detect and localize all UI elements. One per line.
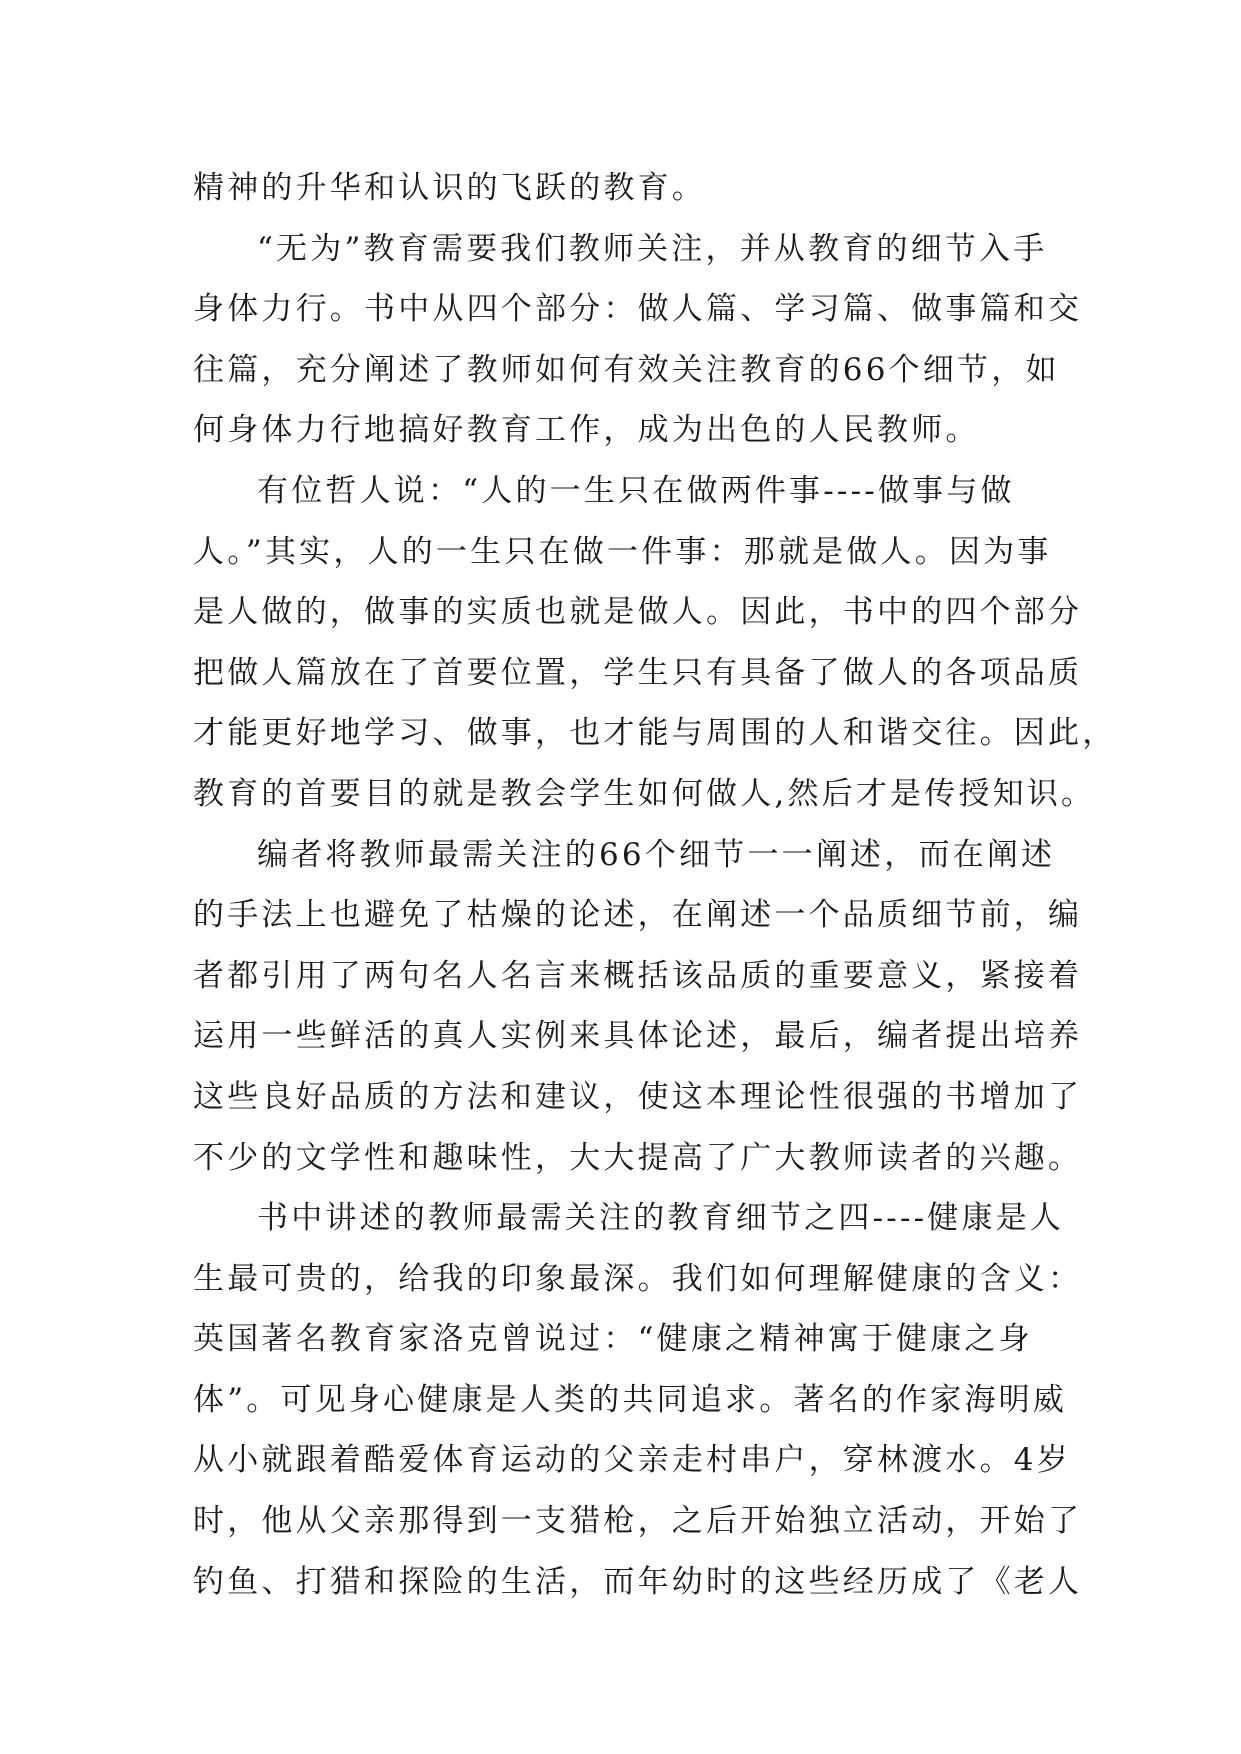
text-line: 的手法上也避免了枯燥的论述，在阐述一个品质细节前，编 [193, 897, 1083, 934]
text-line: 精神的升华和认识的飞跃的教育。 [193, 170, 706, 206]
text-line: 钓鱼、打猎和探险的生活，而年幼时的这些经历成了《老人 [193, 1563, 1083, 1600]
text-line: 何身体力行地搞好教育工作，成为出色的人民教师。 [193, 412, 980, 449]
text-line: 从小就跟着酷爱体育运动的父亲走村串户，穿林渡水。4岁 [193, 1442, 1071, 1479]
body-text [193, 158, 1117, 1612]
text-line: 有位哲人说：“人的一生只在做两件事----做事与做 [257, 472, 1015, 509]
text-line: 往篇，充分阐述了教师如何有效关注教育的66个细节，如 [193, 351, 1060, 388]
text-line: 体”。可见身心健康是人类的共同追求。著名的作家海明威 [193, 1381, 1068, 1418]
text-line: 编者将教师最需关注的66个细节一一阐述，而在阐述 [257, 836, 1056, 873]
text-line: 时，他从父亲那得到一支猎枪，之后开始独立活动，开始了 [193, 1503, 1083, 1540]
text-line: “无为”教育需要我们教师关注，并从教育的细节入手 [257, 230, 1048, 267]
text-line: 不少的文学性和趣味性，大大提高了广大教师读者的兴趣。 [193, 1139, 1083, 1176]
text-line: 人。”其实，人的一生只在做一件事：那就是做人。因为事 [193, 533, 1052, 570]
text-line: 是人做的，做事的实质也就是做人。因此，书中的四个部分 [193, 594, 1083, 631]
text-line: 者都引用了两句名人名言来概括该品质的重要意义，紧接着 [193, 957, 1083, 994]
text-line: 这些良好品质的方法和建议，使这本理论性很强的书增加了 [193, 1078, 1083, 1115]
text-line: 把做人篇放在了首要位置，学生只有具备了做人的各项品质 [193, 654, 1083, 691]
text-line: 书中讲述的教师最需关注的教育细节之四----健康是人 [257, 1200, 1065, 1237]
text-line: 才能更好地学习、做事，也才能与周围的人和谐交往。因此， [193, 715, 1117, 752]
text-line: 运用一些鲜活的真人实例来具体论述，最后，编者提出培养 [193, 1018, 1083, 1055]
text-line: 教育的首要目的就是教会学生如何做人,然后才是传授知识。 [193, 775, 1096, 812]
text-line: 生最可贵的，给我的印象最深。我们如何理解健康的含义： [193, 1260, 1083, 1297]
text-line: 身体力行。书中从四个部分：做人篇、学习篇、做事篇和交 [193, 291, 1083, 328]
text-line: 英国著名教育家洛克曾说过：“健康之精神寓于健康之身 [193, 1321, 1033, 1358]
